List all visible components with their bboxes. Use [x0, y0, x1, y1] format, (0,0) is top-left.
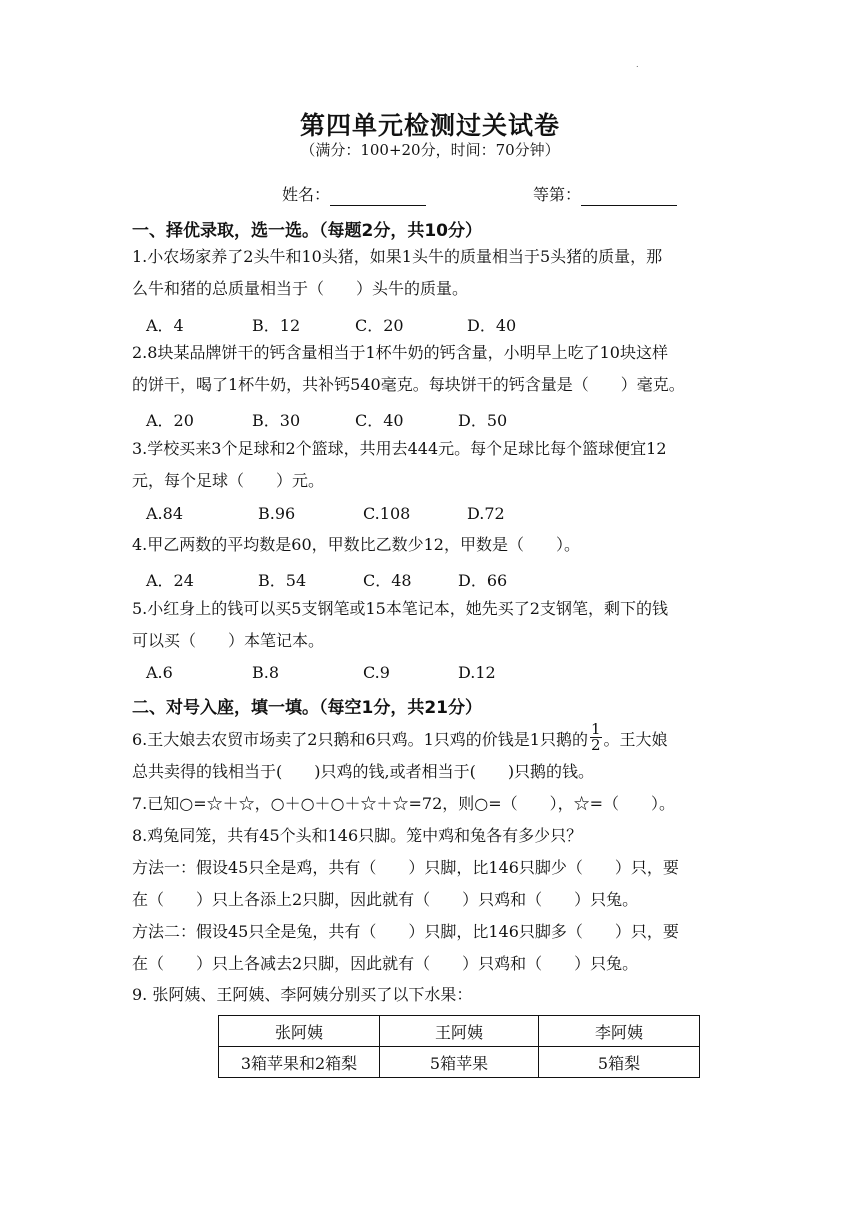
table-cell: 3箱苹果和2箱梨 — [219, 1047, 380, 1078]
q2-line2: 的饼干，喝了1杯牛奶，共补钙540毫克。每块饼干的钙含量是（ ）毫克。 — [132, 375, 685, 394]
q8-method2-line1: 方法二：假设45只全是兔，共有（ ）只脚，比146只脚多（ ）只，要 — [132, 922, 679, 941]
q6-line2: 总共卖得的钱相当于( )只鸡的钱,或者相当于( )只鹅的钱。 — [132, 762, 595, 781]
q5-option-a[interactable]: A.6 — [146, 663, 173, 682]
name-blank[interactable] — [330, 205, 426, 206]
fraction-numerator: 1 — [591, 720, 601, 738]
q8-line1: 8.鸡兔同笼，共有45个头和146只脚。笼中鸡和兔各有多少只？ — [132, 826, 583, 845]
grade-blank[interactable] — [581, 205, 677, 206]
q3-option-b[interactable]: B.96 — [258, 504, 296, 523]
section-heading-2: 二、对号入座，填一填。（每空1分，共21分） — [132, 698, 482, 718]
q3-option-c[interactable]: C.108 — [363, 504, 411, 523]
fruit-table — [218, 1015, 700, 1078]
q6-line1 — [132, 720, 668, 754]
name-field-row — [282, 184, 426, 206]
corner-mark: . — [636, 60, 639, 69]
table-cell: 5箱梨 — [539, 1047, 700, 1078]
q1-option-b[interactable]: B．12 — [252, 316, 301, 335]
q4-option-a[interactable]: A．24 — [146, 571, 194, 590]
page-subtitle: （满分：100+20分，时间：70分钟） — [300, 141, 560, 159]
q2-option-d[interactable]: D．50 — [458, 411, 508, 430]
q2-option-a[interactable]: A．20 — [146, 411, 194, 430]
q3-option-a[interactable]: A.84 — [146, 504, 183, 523]
q4-option-c[interactable]: C．48 — [363, 571, 412, 590]
page-title: 第四单元检测过关试卷 — [299, 111, 560, 140]
fraction-denominator: 2 — [591, 736, 601, 754]
q5-option-d[interactable]: D.12 — [458, 663, 496, 682]
q1-option-a[interactable]: A．4 — [146, 316, 184, 335]
table-cell: 5箱苹果 — [380, 1047, 539, 1078]
q1-option-d[interactable]: D．40 — [467, 316, 517, 335]
table-header-cell: 张阿姨 — [219, 1016, 380, 1047]
one-half-fraction — [590, 722, 602, 753]
q5-option-b[interactable]: B.8 — [252, 663, 280, 682]
q8-method2-line2: 在（ ）只上各减去2只脚，因此就有（ ）只鸡和（ ）只兔。 — [132, 954, 639, 973]
q3-option-d[interactable]: D.72 — [467, 504, 505, 523]
grade-field-row — [533, 184, 677, 206]
q4-line1: 4.甲乙两数的平均数是60，甲数比乙数少12，甲数是（ ）。 — [132, 535, 580, 554]
q2-line1: 2.8块某品牌饼干的钙含量相当于1杯牛奶的钙含量，小明早上吃了10块这样 — [132, 343, 668, 362]
table-header-cell: 王阿姨 — [380, 1016, 539, 1047]
q3-line1: 3.学校买来3个足球和2个篮球，共用去444元。每个足球比每个篮球便宜12 — [132, 439, 667, 458]
q8-method1-line2: 在（ ）只上各添上2只脚，因此就有（ ）只鸡和（ ）只兔。 — [132, 890, 639, 909]
q2-option-b[interactable]: B．30 — [252, 411, 301, 430]
q3-line2: 元，每个足球（ ）元。 — [132, 471, 325, 490]
q9-line1: 9. 张阿姨、王阿姨、李阿姨分别买了以下水果： — [132, 985, 473, 1004]
q5-line2: 可以买（ ）本笔记本。 — [132, 631, 325, 650]
q8-method1-line1: 方法一：假设45只全是鸡，共有（ ）只脚，比146只脚少（ ）只，要 — [132, 858, 679, 877]
q1-line2: 么牛和猪的总质量相当于（ ）头牛的质量。 — [132, 279, 469, 298]
name-label: 姓名： — [282, 185, 331, 204]
q6-text-b: 。王大娘 — [603, 730, 668, 749]
table-header-cell: 李阿姨 — [539, 1016, 700, 1047]
table-row — [219, 1047, 700, 1078]
q7-line1: 7.已知○=☆＋☆，○＋○＋○＋☆＋☆=72，则○=（ ），☆=（ ）。 — [132, 794, 676, 813]
q1-line1: 1.小农场家养了2头牛和10头猪，如果1头牛的质量相当于5头猪的质量，那 — [132, 247, 663, 266]
q5-line1: 5.小红身上的钱可以买5支钢笔或15本笔记本，她先买了2支钢笔，剩下的钱 — [132, 599, 668, 618]
q2-option-c[interactable]: C．40 — [355, 411, 404, 430]
q4-option-d[interactable]: D．66 — [458, 571, 508, 590]
q6-text-a: 6.王大娘去农贸市场卖了2只鹅和6只鸡。1只鸡的价钱是1只鹅的 — [132, 730, 588, 749]
table-header-row — [219, 1016, 700, 1047]
q1-option-c[interactable]: C．20 — [355, 316, 404, 335]
q5-option-c[interactable]: C.9 — [363, 663, 390, 682]
q4-option-b[interactable]: B．54 — [258, 571, 307, 590]
grade-label: 等第： — [533, 185, 582, 204]
section-heading-1: 一、择优录取，选一选。（每题2分，共10分） — [132, 221, 482, 241]
